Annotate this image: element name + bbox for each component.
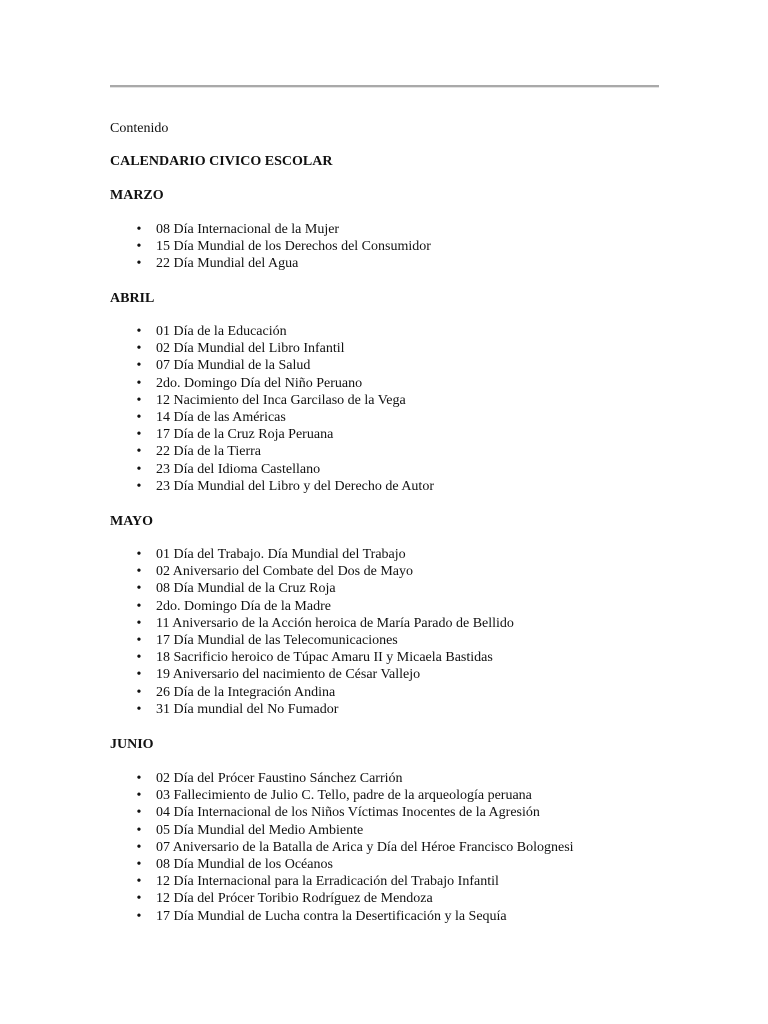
bullet-icon: •	[136, 444, 142, 460]
list-item	[110, 856, 574, 873]
bullet-icon: •	[136, 632, 142, 648]
list-item	[110, 580, 514, 597]
contenido-label: Contenido	[110, 121, 169, 136]
list-item	[110, 649, 514, 666]
bullet-icon: •	[136, 598, 142, 614]
list-item	[110, 787, 574, 804]
list-item	[110, 804, 574, 821]
event-text: 02 Día del Prócer Faustino Sánchez Carrión	[156, 771, 403, 786]
list-item	[110, 357, 434, 374]
list-item	[110, 323, 434, 340]
bullet-icon: •	[136, 788, 142, 804]
event-text: 08 Día Internacional de la Mujer	[156, 222, 340, 237]
bullet-icon: •	[136, 771, 142, 786]
event-text: 04 Día Internacional de los Niños Víctimas Inocentes de la Agresión	[156, 805, 540, 821]
list-item	[110, 684, 514, 701]
list-item	[110, 873, 574, 890]
bullet-icon: •	[136, 427, 142, 443]
bullet-icon: •	[136, 256, 142, 272]
event-text: 02 Aniversario del Combate del Dos de Mayo	[156, 564, 414, 580]
event-text: 11 Aniversario de la Acción heroica de María Parado de Bellido	[156, 615, 514, 631]
event-text: 2do. Domingo Día del Niño Peruano	[156, 375, 363, 391]
bullet-icon: •	[136, 684, 142, 700]
list-item	[110, 409, 434, 426]
list-item	[110, 221, 431, 238]
bullet-icon: •	[136, 822, 142, 838]
list-item	[110, 701, 514, 718]
event-list-mayo	[110, 546, 514, 718]
bullet-icon: •	[136, 239, 142, 255]
bullet-icon: •	[136, 324, 142, 339]
event-text: 18 Sacrificio heroico de Túpac Amaru II y Micaela Bastidas	[156, 650, 493, 666]
event-list-marzo	[110, 221, 431, 273]
bullet-icon: •	[136, 478, 142, 494]
event-text: 17 Día Mundial de Lucha contra la Desertificación y la Sequía	[156, 908, 507, 924]
event-text: 08 Día Mundial de la Cruz Roja	[156, 581, 336, 597]
bullet-icon: •	[136, 375, 142, 391]
event-text: 12 Nacimiento del Inca Garcilaso de la Vega	[156, 392, 406, 408]
bullet-icon: •	[136, 358, 142, 374]
bullet-icon: •	[136, 461, 142, 477]
bullet-icon: •	[136, 222, 142, 237]
month-heading-abril: ABRIL	[110, 291, 155, 306]
list-item	[110, 839, 574, 856]
bullet-icon: •	[136, 615, 142, 631]
bullet-icon: •	[136, 839, 142, 855]
event-text: 15 Día Mundial de los Derechos del Consumidor	[156, 239, 431, 255]
bullet-icon: •	[136, 650, 142, 666]
event-text: 02 Día Mundial del Libro Infantil	[156, 341, 345, 357]
event-text: 01 Día del Trabajo. Día Mundial del Trabajo	[156, 547, 406, 562]
list-item	[110, 563, 514, 580]
list-item	[110, 478, 434, 495]
bullet-icon: •	[136, 547, 142, 562]
event-text: 22 Día Mundial del Agua	[156, 256, 299, 272]
bullet-icon: •	[136, 805, 142, 821]
list-item	[110, 392, 434, 409]
event-text: 23 Día del Idioma Castellano	[156, 461, 321, 477]
event-text: 08 Día Mundial de los Océanos	[156, 856, 333, 872]
event-text: 23 Día Mundial del Libro y del Derecho de Autor	[156, 478, 434, 494]
month-heading-junio: JUNIO	[110, 737, 154, 752]
event-list-abril	[110, 323, 434, 495]
bullet-icon: •	[136, 908, 142, 924]
month-heading-mayo: MAYO	[110, 514, 154, 529]
month-heading-marzo: MARZO	[110, 188, 164, 203]
list-item	[110, 822, 574, 839]
list-item	[110, 255, 431, 272]
event-text: 07 Día Mundial de la Salud	[156, 358, 311, 374]
list-item	[110, 908, 574, 925]
list-item	[110, 375, 434, 392]
bullet-icon: •	[136, 667, 142, 683]
event-text: 01 Día de la Educación	[156, 324, 287, 339]
event-text: 17 Día Mundial de las Telecomunicaciones	[156, 632, 398, 648]
list-item	[110, 238, 431, 255]
list-item	[110, 890, 574, 907]
bullet-icon: •	[136, 392, 142, 408]
event-text: 14 Día de las Américas	[156, 409, 286, 425]
event-text: 22 Día de la Tierra	[156, 444, 261, 460]
event-text: 31 Día mundial del No Fumador	[156, 701, 339, 717]
bullet-icon: •	[136, 409, 142, 425]
event-list-junio	[110, 770, 574, 925]
event-text: 07 Aniversario de la Batalla de Arica y Día del Héroe Francisco Bolognesi	[156, 839, 574, 855]
bullet-icon: •	[136, 856, 142, 872]
bullet-icon: •	[136, 874, 142, 890]
list-item	[110, 340, 434, 357]
event-text: 17 Día de la Cruz Roja Peruana	[156, 427, 334, 443]
list-item	[110, 443, 434, 460]
list-item	[110, 426, 434, 443]
bullet-icon: •	[136, 891, 142, 907]
event-text: 12 Día Internacional para la Erradicación del Trabajo Infantil	[156, 874, 499, 890]
bullet-icon: •	[136, 564, 142, 580]
event-text: 2do. Domingo Día de la Madre	[156, 598, 331, 614]
event-text: 19 Aniversario del nacimiento de César Vallejo	[156, 667, 421, 683]
bullet-icon: •	[136, 581, 142, 597]
document-title: CALENDARIO CIVICO ESCOLAR	[110, 154, 333, 169]
list-item	[110, 598, 514, 615]
horizontal-rule	[110, 85, 659, 88]
list-item	[110, 546, 514, 563]
bullet-icon: •	[136, 341, 142, 357]
list-item	[110, 632, 514, 649]
list-item	[110, 615, 514, 632]
list-item	[110, 461, 434, 478]
event-text: 05 Día Mundial del Medio Ambiente	[156, 822, 364, 838]
bullet-icon: •	[136, 701, 142, 717]
event-text: 26 Día de la Integración Andina	[156, 684, 336, 700]
list-item	[110, 770, 574, 787]
event-text: 03 Fallecimiento de Julio C. Tello, padre de la arqueología peruana	[156, 788, 532, 804]
list-item	[110, 666, 514, 683]
event-text: 12 Día del Prócer Toribio Rodríguez de Mendoza	[156, 891, 433, 907]
